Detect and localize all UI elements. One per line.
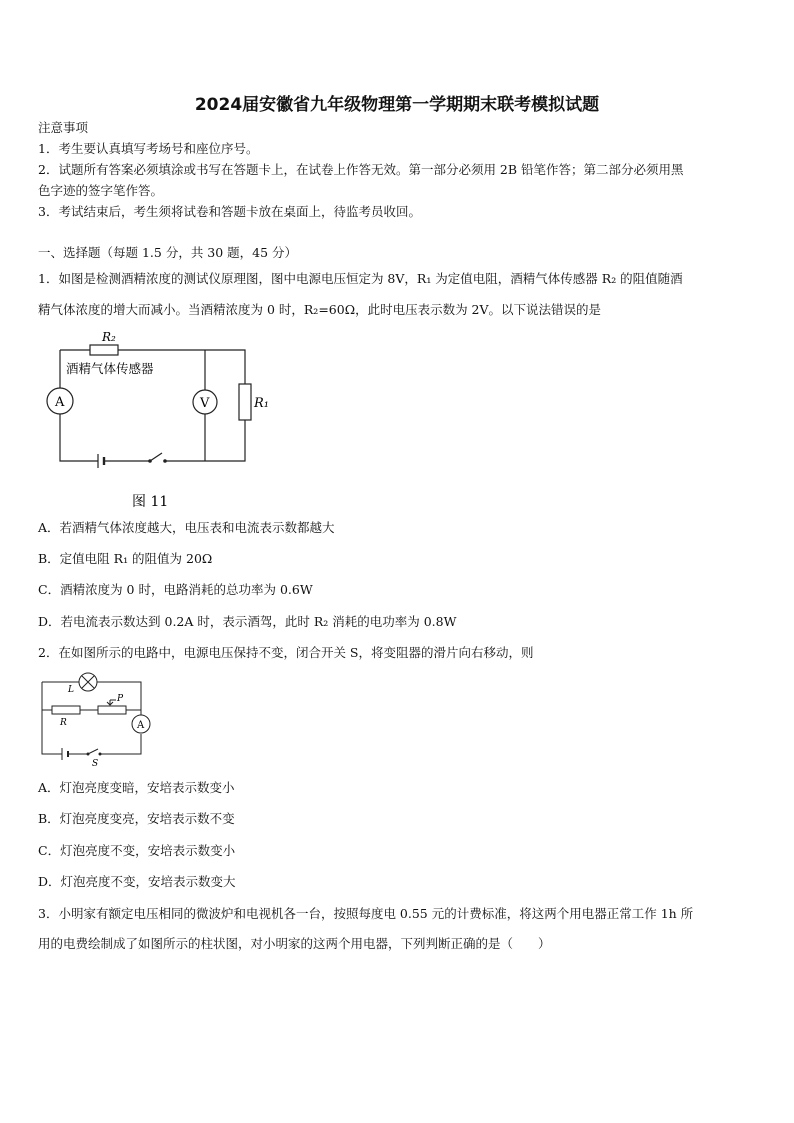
ammeter-icon: A (55, 395, 65, 410)
q2-circuit-diagram (38, 672, 168, 772)
q2-option-d: D．灯泡亮度不变，安培表示数变大 (38, 874, 236, 889)
q2-stem: 2．在如图所示的电路中，电源电压保持不变，闭合开关 S，将变阻器的滑片向右移动，则 (38, 645, 534, 660)
q1-stem-line2: 精气体浓度的增大而减小。当酒精浓度为 0 时，R₂=60Ω，此时电压表示数为 2V。以下说法错误的是 (38, 302, 602, 317)
q2-option-a: A．灯泡亮度变暗，安培表示数变小 (38, 780, 235, 795)
lamp-label: L (68, 685, 74, 695)
figure-caption: 图 11 (132, 494, 169, 510)
notice-heading: 注意事项 (38, 120, 89, 135)
switch-label: S (92, 759, 99, 769)
q1-option-a: A．若酒精气体浓度越大，电压表和电流表示数都越大 (38, 520, 335, 535)
slider-label: P (117, 694, 124, 704)
voltmeter-icon: V (200, 396, 210, 411)
q2-option-b: B．灯泡亮度变亮，安培表示数不变 (38, 811, 235, 826)
ammeter-icon: A (137, 720, 145, 731)
r1-label: R₁ (254, 396, 269, 411)
resistor-label: R (60, 718, 67, 728)
notice-item-2: 2．试题所有答案必须填涂或书写在答题卡上，在试卷上作答无效。第一部分必须用 2B 铅笔作答；第二部分必须用黑 (38, 162, 684, 177)
notice-item-2-cont: 色字迹的签字笔作答。 (38, 183, 164, 198)
q1-option-d: D．若电流表示数达到 0.2A 时，表示酒驾，此时 R₂ 消耗的电功率为 0.8W (38, 614, 457, 629)
q1-option-b: B．定值电阻 R₁ 的阻值为 20Ω (38, 551, 213, 566)
sensor-label: 酒精气体传感器 (66, 361, 154, 376)
r2-label: R₂ (102, 330, 116, 344)
q1-stem-line1: 1．如图是检测酒精浓度的测试仪原理图，图中电源电压恒定为 8V，R₁ 为定值电阻，酒精气体传感器 R₂ 的阻值随酒 (38, 271, 683, 286)
q3-stem-line1: 3．小明家有额定电压相同的微波炉和电视机各一台，按照每度电 0.55 元的计费标准，将这两个用电器正常工作 1h 所 (38, 906, 694, 921)
q1-option-c: C．酒精浓度为 0 时，电路消耗的总功率为 0.6W (38, 582, 313, 597)
q3-stem-line2: 用的电费绘制成了如图所示的柱状图，对小明家的这两个用电器，下列判断正确的是（ ） (38, 936, 551, 951)
page-title: 2024届安徽省九年级物理第一学期期末联考模拟试题 (194, 95, 600, 115)
notice-item-1: 1．考生要认真填写考场号和座位序号。 (38, 141, 259, 156)
q1-circuit-diagram (40, 328, 280, 518)
section-heading: 一、选择题（每题 1.5 分，共 30 题，45 分） (38, 245, 298, 260)
notice-item-3: 3．考试结束后，考生须将试卷和答题卡放在桌面上，待监考员收回。 (38, 204, 421, 219)
q2-option-c: C．灯泡亮度不变，安培表示数变小 (38, 843, 236, 858)
